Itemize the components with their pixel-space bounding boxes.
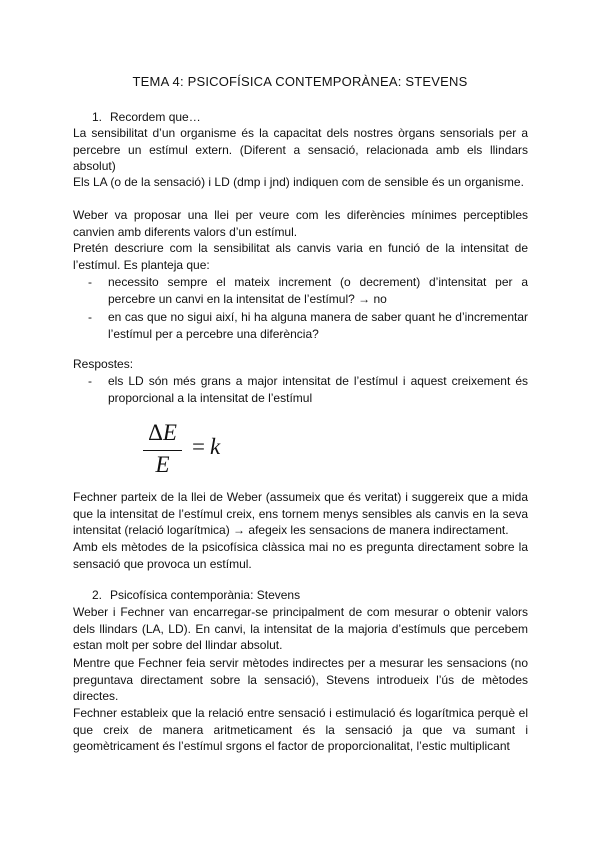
weber-law-formula bbox=[140, 420, 280, 484]
formula-delta: Δ bbox=[148, 420, 163, 445]
section-2-number: 2. bbox=[92, 588, 103, 602]
bullet-dash: - bbox=[88, 374, 92, 388]
bullet-question-2 bbox=[88, 309, 528, 343]
bullet-text: els LD són més grans a major intensitat de l’estímul i aquest creixement és proporcional a la intensitat de l’estímul bbox=[108, 374, 528, 406]
section-1-title: Recordem que… bbox=[110, 110, 201, 124]
fraction-bar bbox=[143, 450, 182, 451]
formula-denominator: E bbox=[155, 452, 170, 477]
paragraph-preten: Pretén descriure com la sensibilitat als canvis varia en funció de la intensitat de l’estímul. Es planteja que: bbox=[73, 241, 528, 272]
paragraph-sensibilitat: La sensibilitat d’un organisme és la capacitat dels nostres òrgans sensorials per a percebre un estímul extern. (Diferent a sensació, relacionada amb els llindars absolut) bbox=[73, 126, 528, 174]
bullet-text: necessito sempre el mateix increment (o decrement) d’intensitat per a percebre un canvi en la intensitat de l’estímul? → no bbox=[108, 275, 528, 307]
formula-numerator bbox=[140, 420, 185, 446]
paragraph-metodes-directes: Mentre que Fechner feia servir mètodes indirectes per a mesurar les sensacions (no preguntava directament sobre la sensació), Stevens introdueix l’ús de mètodes directes. bbox=[73, 656, 528, 704]
paragraph-relacio-logaritmica: Fechner estableix que la relació entre sensació i estimulació és logarítmica perquè el que creix de manera aritmeticament és la sensació ja que va sumant i geomètricament és l’estímul srgons el factor de proporcionalitat, l’estic multiplicant bbox=[73, 706, 528, 754]
bullet-answer-1 bbox=[88, 373, 528, 407]
bullet-dash: - bbox=[88, 275, 92, 289]
document-title: TEMA 4: PSICOFÍSICA CONTEMPORÀNEA: STEVENS bbox=[132, 74, 468, 89]
paragraph-metodes-classica: Amb els mètodes de la psicofísica clàssica mai no es pregunta directament sobre la sensació que provoca un estímul. bbox=[73, 540, 528, 571]
bullet-text: en cas que no sigui així, hi ha alguna manera de saber quant he d’incrementar l’estímul per a percebre una diferència? bbox=[108, 310, 528, 342]
section-1-number: 1. bbox=[92, 110, 103, 124]
paragraph-weber: Weber va proposar una llei per veure com les diferències mínimes perceptibles canvien amb diferents valors d’un estímul. bbox=[73, 208, 528, 239]
paragraph-fechner: Fechner parteix de la llei de Weber (assumeix que és veritat) i suggereix que a mida que la intensitat de l’estímul creix, ens tornem menys sensibles als canvis en la seva intensitat (relació logarítmica) → afegeix les sensacions de manera indirectament. bbox=[73, 490, 528, 538]
answers-label: Respostes: bbox=[73, 357, 134, 371]
bullet-question-1 bbox=[88, 274, 528, 308]
section-1-heading bbox=[92, 110, 201, 124]
formula-numerator-var: E bbox=[162, 420, 177, 445]
section-2-title: Psicofísica contemporània: Stevens bbox=[110, 588, 301, 602]
formula-constant: k bbox=[210, 434, 221, 459]
formula-equals: = bbox=[192, 434, 205, 459]
bullet-dash: - bbox=[88, 310, 92, 324]
paragraph-weber-fechner: Weber i Fechner van encarregar-se principalment de com mesurar o obtenir valors dels llindars (LA, LD). En canvi, la intensitat de la majoria d’estímuls que percebem estan molt per sobre del llindar absolut. bbox=[73, 605, 528, 653]
section-2-heading bbox=[92, 588, 300, 602]
paragraph-la-ld: Els LA (o de la sensació) i LD (dmp i jnd) indiquen com de sensible és un organisme. bbox=[73, 175, 524, 189]
